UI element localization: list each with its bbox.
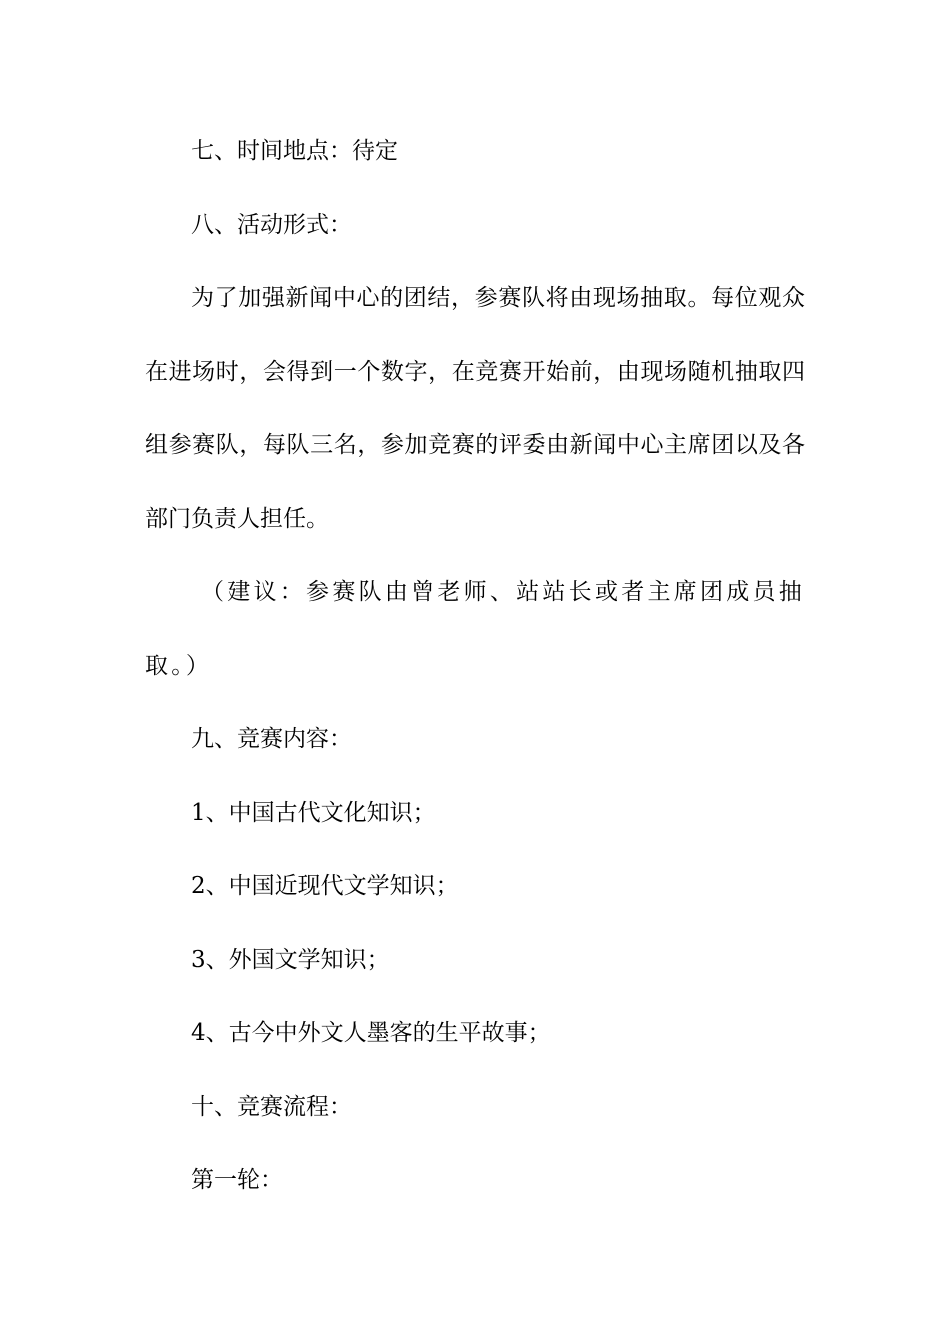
content-item-3: 3、外国文学知识； xyxy=(191,946,390,973)
content-item-2: 2、中国近现代文学知识； xyxy=(191,873,459,899)
document-body xyxy=(145,115,805,1218)
content-item-4: 4、古今中外文人墨客的生平故事； xyxy=(191,1020,551,1046)
section-activity-form-heading: 八、活动形式： xyxy=(191,211,352,238)
content-item-1: 1、中国古代文化知识； xyxy=(191,799,436,826)
section-time-place: 七、时间地点：待定 xyxy=(191,138,398,164)
round-one-heading: 第一轮： xyxy=(191,1167,283,1193)
section-contest-content-heading: 九、竞赛内容： xyxy=(191,726,352,752)
suggestion-note: （建议：参赛队由曾老师、站站长或者主席团成员抽取。） xyxy=(145,579,805,679)
section-contest-process-heading: 十、竞赛流程： xyxy=(191,1093,352,1120)
activity-form-description: 为了加强新闻中心的团结，参赛队将由现场抽取。每位观众在进场时，会得到一个数字，在竞赛开始前，由现场随机抽取四组参赛队，每队三名，参加竞赛的评委由新闻中心主席团以及各部门负责人担任。 xyxy=(145,285,805,532)
